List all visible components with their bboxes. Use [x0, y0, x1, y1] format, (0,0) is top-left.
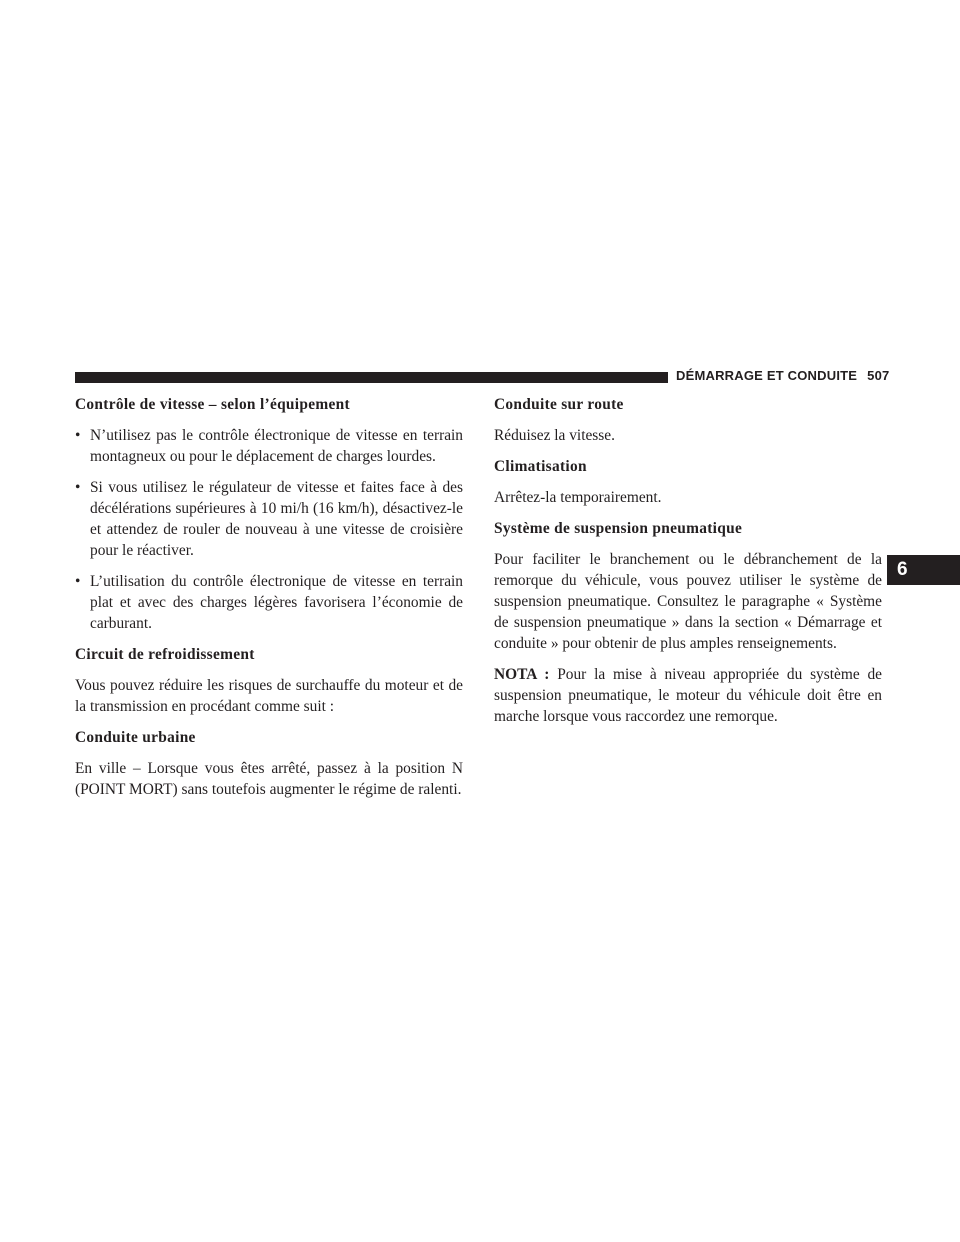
- note-text: Pour la mise à niveau appropriée du système de suspension pneumatique, le moteur du véhicule doit être en marche lorsque vous raccordez une remorque.: [494, 666, 882, 725]
- note-label: NOTA :: [494, 666, 550, 683]
- list-item: [75, 477, 463, 561]
- speed-control-list: [75, 425, 463, 634]
- air-suspension-heading: Système de suspension pneumatique: [494, 520, 743, 537]
- list-item: [75, 571, 463, 634]
- speed-control-heading: Contrôle de vitesse – selon l’équipement: [75, 396, 350, 413]
- note-paragraph: [494, 664, 882, 727]
- section-title: DÉMARRAGE ET CONDUITE: [676, 368, 858, 383]
- highway-driving-text: Réduisez la vitesse.: [494, 427, 615, 444]
- bullet-marker: •: [75, 479, 81, 496]
- air-conditioning-text: Arrêtez-la temporairement.: [494, 489, 662, 506]
- right-column: [494, 394, 882, 737]
- chapter-tab: [887, 555, 960, 585]
- bullet-marker: •: [75, 427, 81, 444]
- air-conditioning-heading: Climatisation: [494, 458, 587, 475]
- header-rule: [75, 372, 668, 383]
- chapter-number: 6: [897, 559, 908, 580]
- air-suspension-text: Pour faciliter le branchement ou le débranchement de la remorque du véhicule, vous pouvez utiliser le système de suspension pneumatique. Consultez le paragraphe « Système de suspension pneumatique » dans la section « Démarrage et conduite » pour obtenir de plus amples renseignements.: [494, 551, 882, 652]
- list-item: [75, 425, 463, 467]
- list-item-text: L’utilisation du contrôle électronique de vitesse en terrain plat et avec des charges légères favorisera l’économie de carburant.: [90, 573, 463, 632]
- bullet-marker: •: [75, 573, 81, 590]
- city-driving-heading: Conduite urbaine: [75, 729, 196, 746]
- cooling-text: Vous pouvez réduire les risques de surchauffe du moteur et de la transmission en procédant comme suit :: [75, 677, 463, 715]
- page-number: 507: [867, 368, 890, 383]
- running-header: [676, 368, 889, 383]
- highway-driving-heading: Conduite sur route: [494, 396, 624, 413]
- list-item-text: N’utilisez pas le contrôle électronique de vitesse en terrain montagneux ou pour le déplacement de charges lourdes.: [90, 427, 463, 465]
- cooling-heading: Circuit de refroidissement: [75, 646, 255, 663]
- city-driving-text: En ville – Lorsque vous êtes arrêté, passez à la position N (POINT MORT) sans toutefois augmenter le régime de ralenti.: [75, 760, 463, 798]
- left-column: [75, 394, 463, 810]
- list-item-text: Si vous utilisez le régulateur de vitesse et faites face à des décélérations supérieures à 10 mi/h (16 km/h), désactivez-le et attendez de rouler de nouveau à une vitesse de croisière pour le réactiver.: [90, 479, 463, 559]
